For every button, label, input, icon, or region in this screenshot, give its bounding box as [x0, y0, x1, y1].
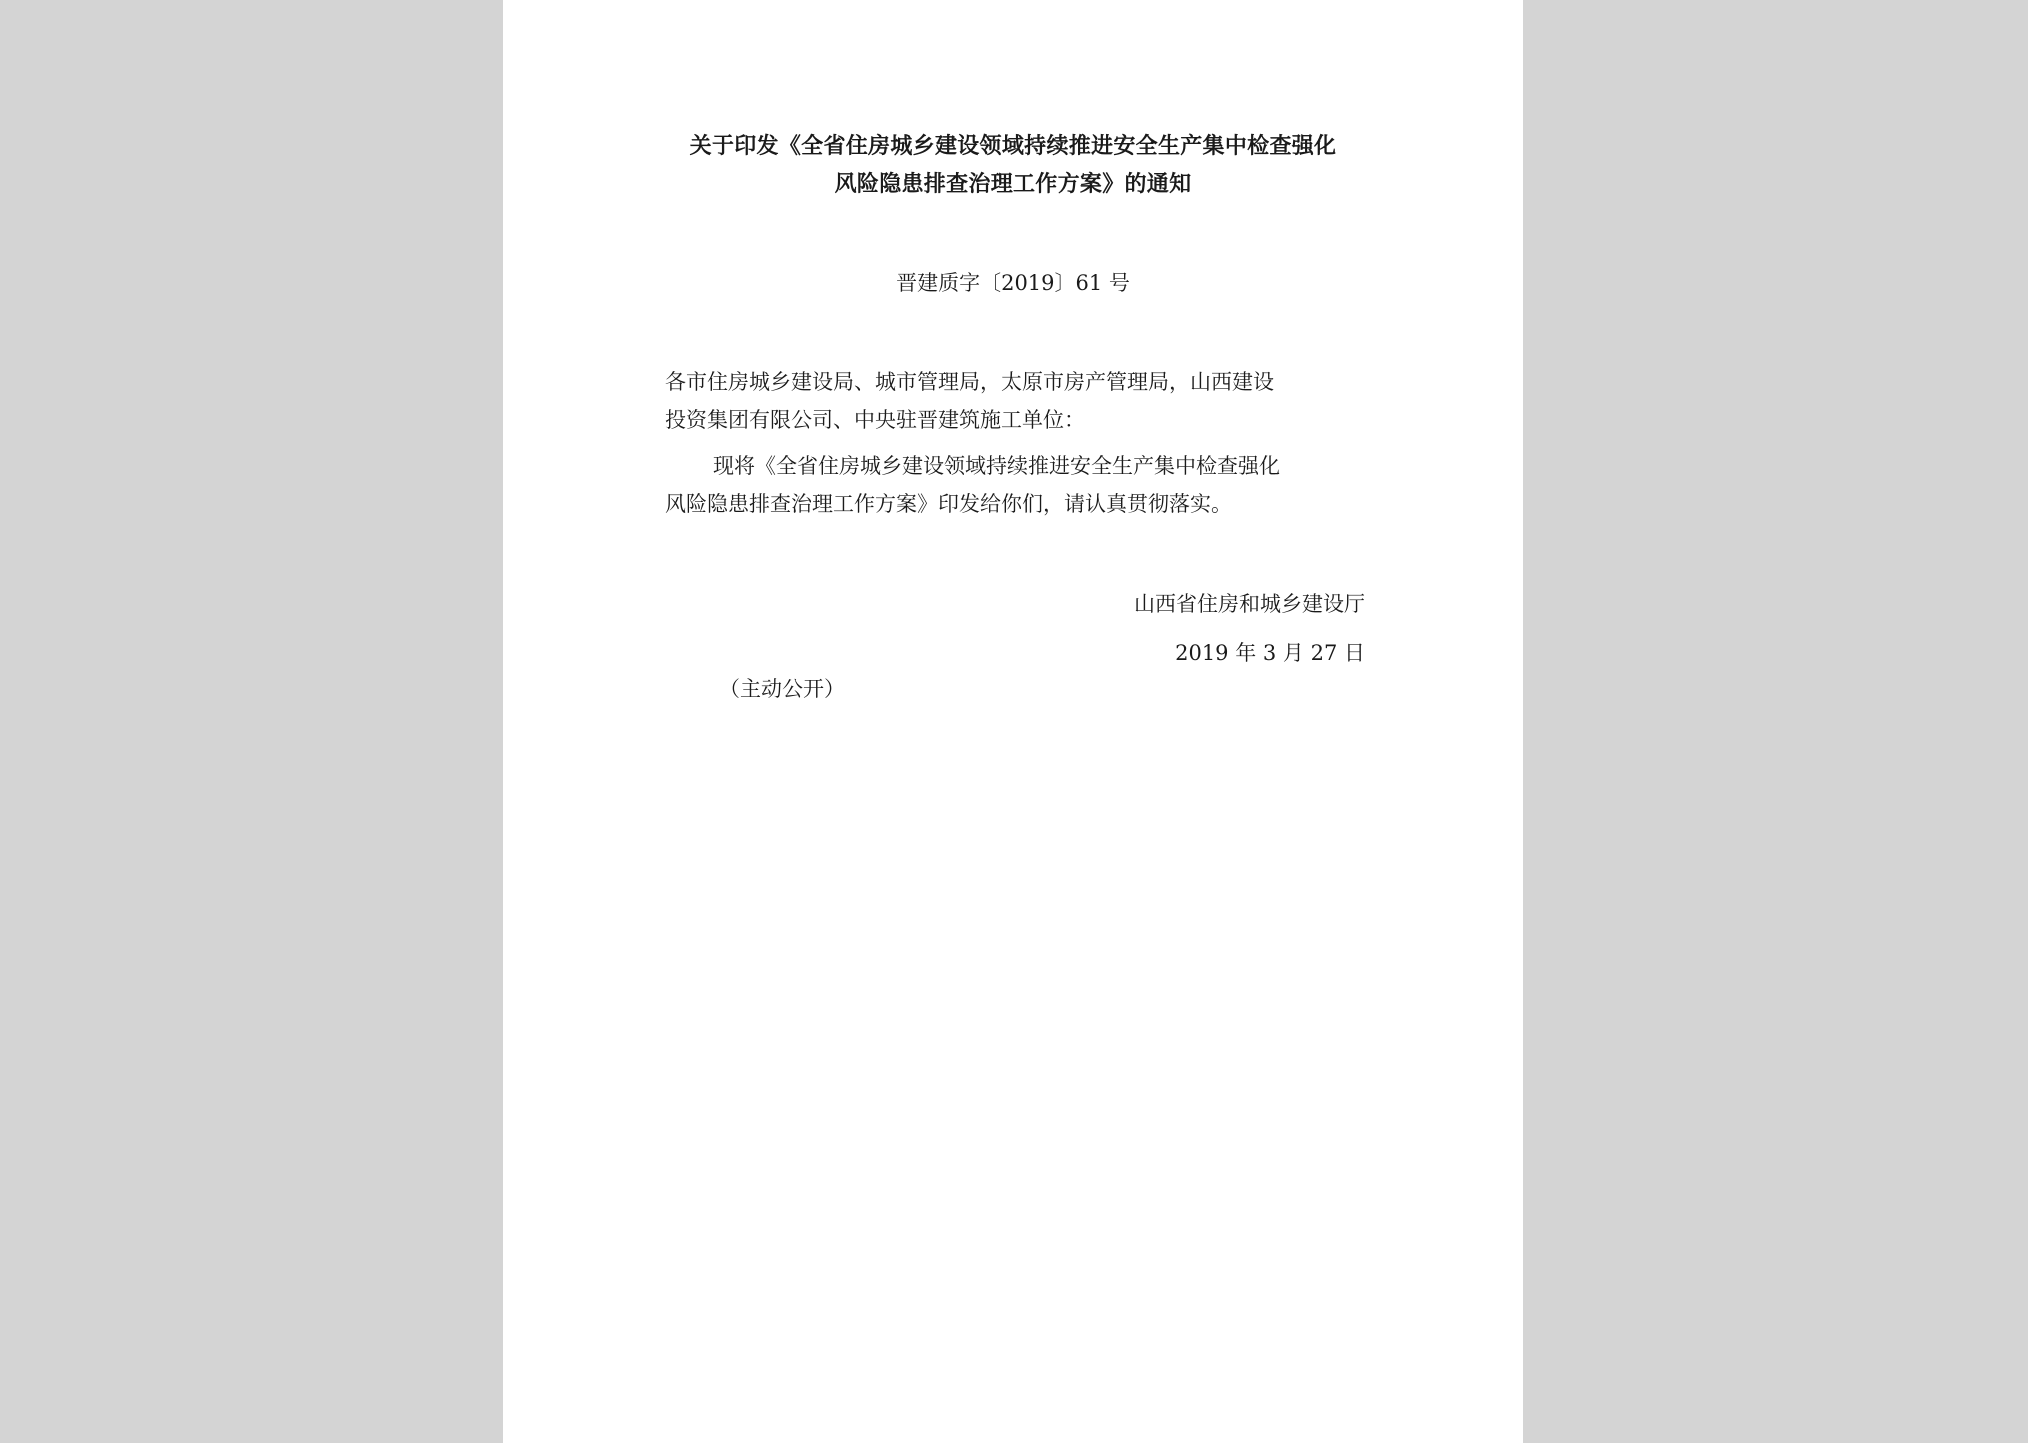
document-page: [503, 0, 1523, 1443]
document-body: [665, 363, 1365, 523]
body-line-2: 风险隐患排查治理工作方案》印发给你们，请认真贯彻落实。: [665, 492, 1232, 516]
addressee-line-1: 各市住房城乡建设局、城市管理局，太原市房产管理局，山西建设: [665, 370, 1274, 394]
title-line-1: 关于印发《全省住房城乡建设领域持续推进安全生产集中检查强化: [689, 134, 1337, 159]
issue-date: 2019 年 3 月 27 日: [1175, 641, 1365, 665]
disclosure-note: （主动公开）: [719, 677, 845, 701]
addressee-line-2: 投资集团有限公司、中央驻晋建筑施工单位：: [665, 408, 1085, 432]
document-title: [663, 128, 1363, 204]
title-line-2: 风险隐患排查治理工作方案》的通知: [834, 172, 1192, 197]
issuer-name: 山西省住房和城乡建设厅: [1134, 592, 1365, 616]
body-line-1: 现将《全省住房城乡建设领域持续推进安全生产集中检查强化: [713, 454, 1280, 478]
document-number: 晋建质字〔2019〕61 号: [896, 271, 1130, 295]
